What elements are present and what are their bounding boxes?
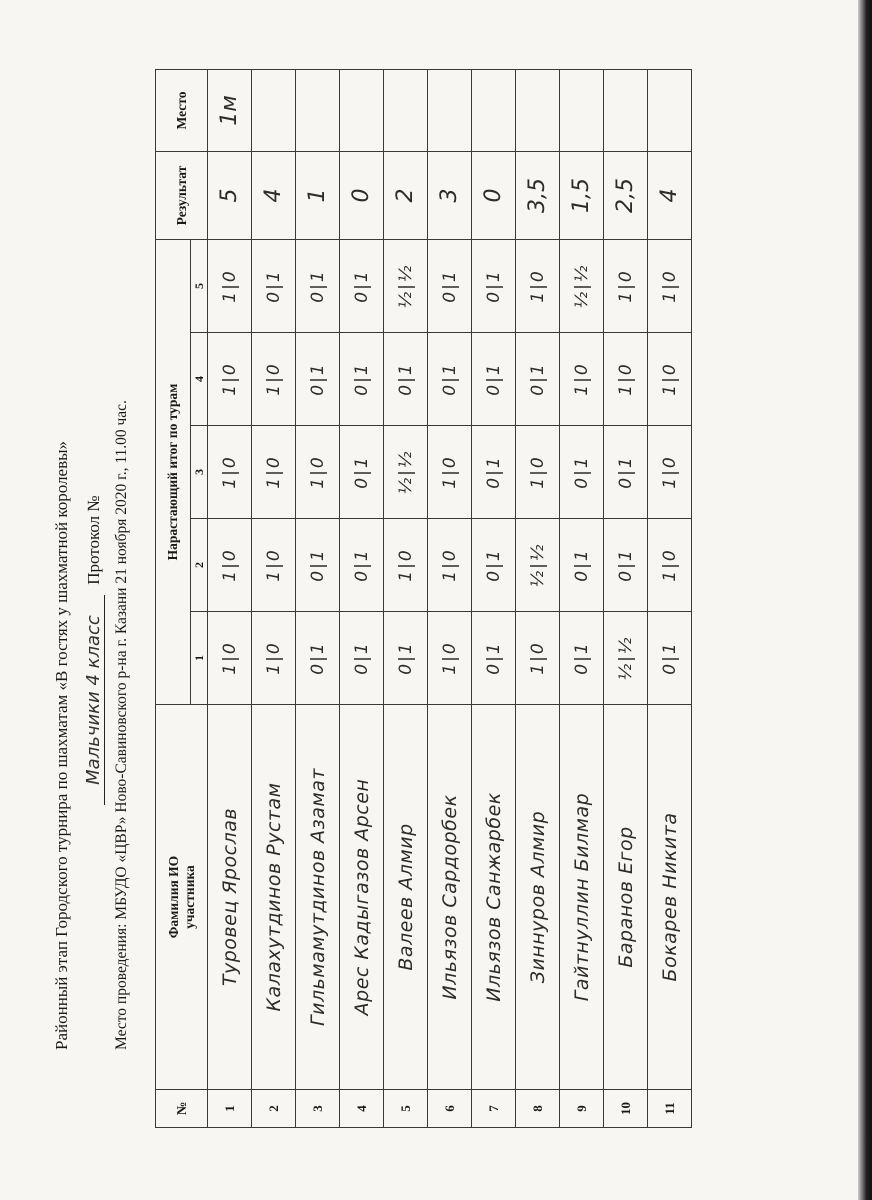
table-row xyxy=(604,70,648,1128)
round-2-score: 1|0 xyxy=(208,519,252,612)
round-4-score: 1|0 xyxy=(648,333,692,426)
result-score: 4 xyxy=(648,152,692,240)
header-name-line1: Фамилия ИО xyxy=(165,855,181,939)
round-3-score: 0|1 xyxy=(472,426,516,519)
round-5-score: 1|0 xyxy=(208,240,252,333)
round-4-score: 0|1 xyxy=(428,333,472,426)
table-row xyxy=(560,70,604,1128)
round-1-score: ½|½ xyxy=(604,612,648,705)
round-2-score: 0|1 xyxy=(560,519,604,612)
venue-line: Место проведения: МБУДО «ЦВР» Ново-Савиновского р-на г. Казани 21 ноября 2020 г., 11.00 час. xyxy=(113,400,130,1050)
round-1-score: 0|1 xyxy=(560,612,604,705)
round-1-score: 1|0 xyxy=(428,612,472,705)
round-2-score: 0|1 xyxy=(472,519,516,612)
header-result: Результат xyxy=(156,152,208,240)
round-3-score: 1|0 xyxy=(296,426,340,519)
round-1-score: 0|1 xyxy=(340,612,384,705)
place-value xyxy=(340,70,384,152)
result-score: 5 xyxy=(208,152,252,240)
results-table xyxy=(155,69,692,1128)
row-number: 8 xyxy=(516,1090,560,1128)
participant-name: Ильязов Санжарбек xyxy=(472,705,516,1090)
result-score: 2,5 xyxy=(604,152,648,240)
header-round-4: 4 xyxy=(191,333,208,426)
result-score: 2 xyxy=(384,152,428,240)
row-number: 6 xyxy=(428,1090,472,1128)
round-4-score: 1|0 xyxy=(208,333,252,426)
participant-name: Бокарев Никита xyxy=(648,705,692,1090)
round-2-score: 1|0 xyxy=(252,519,296,612)
row-number: 9 xyxy=(560,1090,604,1128)
row-number: 4 xyxy=(340,1090,384,1128)
header-round-2: 2 xyxy=(191,519,208,612)
place-value xyxy=(428,70,472,152)
place-value xyxy=(472,70,516,152)
round-4-score: 0|1 xyxy=(340,333,384,426)
round-1-score: 1|0 xyxy=(516,612,560,705)
place-value xyxy=(252,70,296,152)
round-2-score: 0|1 xyxy=(340,519,384,612)
header-round-1: 1 xyxy=(191,612,208,705)
round-3-score: 1|0 xyxy=(252,426,296,519)
participant-name: Туровец Ярослав xyxy=(208,705,252,1090)
round-2-score: 1|0 xyxy=(428,519,472,612)
row-number: 1 xyxy=(208,1090,252,1128)
participant-name: Баранов Егор xyxy=(604,705,648,1090)
table-row xyxy=(516,70,560,1128)
result-score: 4 xyxy=(252,152,296,240)
place-value xyxy=(604,70,648,152)
participant-name: Калахутдинов Рустам xyxy=(252,705,296,1090)
round-5-score: 0|1 xyxy=(428,240,472,333)
round-3-score: 0|1 xyxy=(604,426,648,519)
participant-name: Гильмамутдинов Азамат xyxy=(296,705,340,1090)
round-3-score: 1|0 xyxy=(208,426,252,519)
round-1-score: 0|1 xyxy=(648,612,692,705)
table-row xyxy=(340,70,384,1128)
round-1-score: 1|0 xyxy=(252,612,296,705)
round-3-score: 1|0 xyxy=(516,426,560,519)
round-5-score: 1|0 xyxy=(648,240,692,333)
round-4-score: 0|1 xyxy=(384,333,428,426)
place-value xyxy=(516,70,560,152)
participant-name: Ильязов Сардорбек xyxy=(428,705,472,1090)
round-4-score: 0|1 xyxy=(516,333,560,426)
result-score: 0 xyxy=(472,152,516,240)
result-score: 0 xyxy=(340,152,384,240)
table-row xyxy=(648,70,692,1128)
round-4-score: 0|1 xyxy=(472,333,516,426)
round-5-score: 0|1 xyxy=(472,240,516,333)
table-row xyxy=(428,70,472,1128)
round-2-score: 0|1 xyxy=(604,519,648,612)
table-row xyxy=(252,70,296,1128)
participant-name: Зиннуров Алмир xyxy=(516,705,560,1090)
round-2-score: ½|½ xyxy=(516,519,560,612)
round-1-score: 0|1 xyxy=(472,612,516,705)
participant-name: Валеев Алмир xyxy=(384,705,428,1090)
participant-name: Гайтнуллин Билмар xyxy=(560,705,604,1090)
round-5-score: 1|0 xyxy=(516,240,560,333)
header-num: № xyxy=(156,1090,208,1128)
table-row xyxy=(296,70,340,1128)
round-1-score: 0|1 xyxy=(384,612,428,705)
protocol-label: Протокол № xyxy=(84,495,103,585)
round-2-score: 0|1 xyxy=(296,519,340,612)
round-5-score: ½|½ xyxy=(384,240,428,333)
round-2-score: 1|0 xyxy=(648,519,692,612)
category-handwritten: Мальчики 4 класс xyxy=(83,595,105,805)
round-5-score: 0|1 xyxy=(296,240,340,333)
round-2-score: 1|0 xyxy=(384,519,428,612)
category-line xyxy=(83,495,105,805)
row-number: 11 xyxy=(648,1090,692,1128)
participant-name: Арес Кадыгазов Арсен xyxy=(340,705,384,1090)
round-1-score: 1|0 xyxy=(208,612,252,705)
header-name-line2: участника xyxy=(181,865,197,929)
place-value xyxy=(296,70,340,152)
place-value xyxy=(560,70,604,152)
place-value: 1м xyxy=(208,70,252,152)
round-5-score: 0|1 xyxy=(252,240,296,333)
round-3-score: ½|½ xyxy=(384,426,428,519)
round-3-score: 1|0 xyxy=(648,426,692,519)
round-4-score: 1|0 xyxy=(604,333,648,426)
header-place: Место xyxy=(156,70,208,152)
table-row xyxy=(384,70,428,1128)
row-number: 3 xyxy=(296,1090,340,1128)
place-value xyxy=(648,70,692,152)
table-row xyxy=(208,70,252,1128)
result-score: 3,5 xyxy=(516,152,560,240)
header-name xyxy=(156,705,208,1090)
round-5-score: ½|½ xyxy=(560,240,604,333)
round-1-score: 0|1 xyxy=(296,612,340,705)
result-score: 3 xyxy=(428,152,472,240)
round-5-score: 1|0 xyxy=(604,240,648,333)
header-round-5: 5 xyxy=(191,240,208,333)
row-number: 2 xyxy=(252,1090,296,1128)
row-number: 7 xyxy=(472,1090,516,1128)
row-number: 5 xyxy=(384,1090,428,1128)
round-3-score: 0|1 xyxy=(340,426,384,519)
round-4-score: 1|0 xyxy=(252,333,296,426)
result-score: 1,5 xyxy=(560,152,604,240)
round-3-score: 1|0 xyxy=(428,426,472,519)
header-round-3: 3 xyxy=(191,426,208,519)
place-value xyxy=(384,70,428,152)
table-row xyxy=(472,70,516,1128)
result-score: 1 xyxy=(296,152,340,240)
document-title: Районный этап Городского турнира по шахматам «В гостях у шахматной королевы» xyxy=(52,440,71,1050)
round-3-score: 0|1 xyxy=(560,426,604,519)
header-rounds-group: Нарастающий итог по турам xyxy=(156,240,191,705)
round-5-score: 0|1 xyxy=(340,240,384,333)
round-4-score: 0|1 xyxy=(296,333,340,426)
round-4-score: 1|0 xyxy=(560,333,604,426)
row-number: 10 xyxy=(604,1090,648,1128)
